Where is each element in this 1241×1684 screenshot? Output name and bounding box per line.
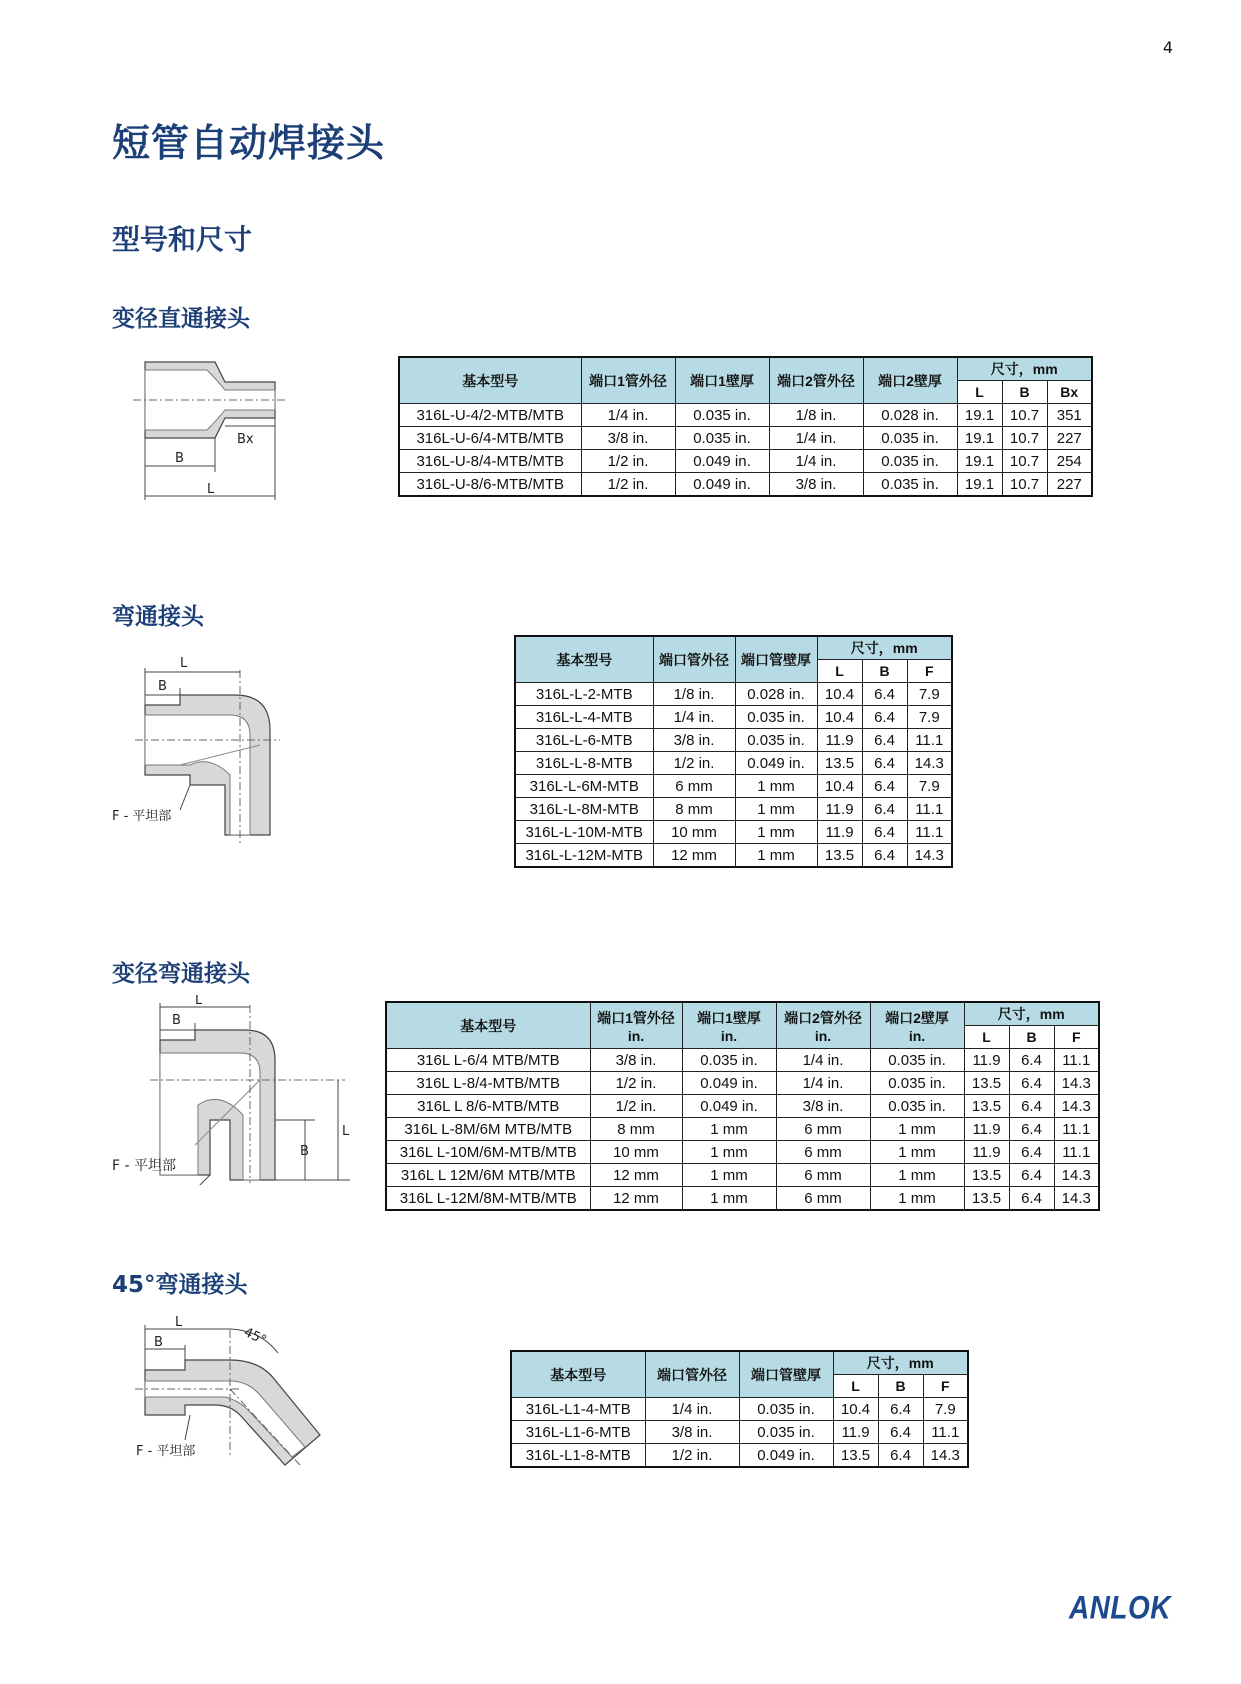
table-cell: 3/8 in. bbox=[590, 1049, 682, 1072]
table-cell: 11.9 bbox=[964, 1049, 1009, 1072]
table-cell: 12 mm bbox=[653, 844, 735, 868]
table-cell: 8 mm bbox=[590, 1118, 682, 1141]
table-cell: 316L L-6/4 MTB/MTB bbox=[386, 1049, 590, 1072]
table-cell: 19.1 bbox=[957, 404, 1002, 427]
table-cell: 19.1 bbox=[957, 473, 1002, 497]
header-port2-od: 端口2管外径 in. bbox=[776, 1002, 870, 1049]
table-cell: 316L-U-8/6-MTB/MTB bbox=[399, 473, 581, 497]
table-cell: 10.7 bbox=[1002, 404, 1047, 427]
diagram-label-l: L bbox=[175, 1315, 183, 1330]
header-dim-l: L bbox=[817, 660, 862, 683]
table-row bbox=[515, 775, 952, 798]
table-cell: 11.1 bbox=[907, 821, 952, 844]
brand-logo: ANLOK bbox=[1068, 1589, 1171, 1626]
header-port2-wall: 端口2壁厚 in. bbox=[870, 1002, 964, 1049]
table-cell: 11.1 bbox=[1054, 1118, 1099, 1141]
table-cell: 0.028 in. bbox=[735, 683, 817, 706]
table-cell: 10.4 bbox=[833, 1398, 878, 1421]
table-cell: 6.4 bbox=[862, 729, 907, 752]
table-cell: 6.4 bbox=[862, 775, 907, 798]
table-cell: 6 mm bbox=[776, 1187, 870, 1211]
table-row bbox=[511, 1421, 968, 1444]
table-cell: 6 mm bbox=[776, 1118, 870, 1141]
table-cell: 0.035 in. bbox=[863, 473, 957, 497]
table-cell: 10.7 bbox=[1002, 450, 1047, 473]
header-dim-l: L bbox=[957, 381, 1002, 404]
table-cell: 11.9 bbox=[833, 1421, 878, 1444]
table-cell: 1 mm bbox=[682, 1187, 776, 1211]
table-cell: 11.1 bbox=[907, 798, 952, 821]
table-cell: 1/2 in. bbox=[590, 1072, 682, 1095]
table-cell: 1/4 in. bbox=[776, 1049, 870, 1072]
page-number: 4 bbox=[1162, 38, 1173, 57]
table-cell: 316L-L-12M-MTB bbox=[515, 844, 653, 868]
table-row bbox=[515, 821, 952, 844]
table-cell: 1 mm bbox=[682, 1164, 776, 1187]
table-cell: 6.4 bbox=[1009, 1118, 1054, 1141]
header-dim-f: F bbox=[907, 660, 952, 683]
table-cell: 13.5 bbox=[964, 1187, 1009, 1211]
table-cell: 0.035 in. bbox=[735, 729, 817, 752]
table-cell: 10.4 bbox=[817, 683, 862, 706]
table-cell: 1/4 in. bbox=[645, 1398, 739, 1421]
header-port-od: 端口管外径 bbox=[653, 636, 735, 683]
table-row bbox=[515, 729, 952, 752]
table-cell: 11.1 bbox=[923, 1421, 968, 1444]
table-cell: 0.049 in. bbox=[739, 1444, 833, 1468]
table-cell: 14.3 bbox=[923, 1444, 968, 1468]
table-cell: 10.4 bbox=[817, 775, 862, 798]
table-cell: 1/2 in. bbox=[581, 473, 675, 497]
table-cell: 10.7 bbox=[1002, 473, 1047, 497]
table-cell: 6.4 bbox=[862, 752, 907, 775]
table-cell: 11.9 bbox=[964, 1118, 1009, 1141]
table-cell: 316L L-10M/6M-MTB/MTB bbox=[386, 1141, 590, 1164]
table-cell: 6.4 bbox=[1009, 1141, 1054, 1164]
table-row bbox=[386, 1164, 1099, 1187]
table-row bbox=[386, 1187, 1099, 1211]
header-port1-wall: 端口1壁厚 in. bbox=[682, 1002, 776, 1049]
header-port-od: 端口管外径 bbox=[645, 1351, 739, 1398]
table-cell: 14.3 bbox=[1054, 1187, 1099, 1211]
table-cell: 316L L-12M/8M-MTB/MTB bbox=[386, 1187, 590, 1211]
header-port1-od: 端口1管外径 in. bbox=[590, 1002, 682, 1049]
diagram-label-angle: 45° bbox=[241, 1325, 269, 1349]
table-cell: 14.3 bbox=[1054, 1095, 1099, 1118]
table-row bbox=[515, 752, 952, 775]
table-cell: 254 bbox=[1047, 450, 1092, 473]
diagram-label-l: L bbox=[180, 656, 188, 671]
table-cell: 11.9 bbox=[817, 729, 862, 752]
table-cell: 1/2 in. bbox=[645, 1444, 739, 1468]
diagram-label-b: B bbox=[158, 679, 167, 694]
table-cell: 316L-U-8/4-MTB/MTB bbox=[399, 450, 581, 473]
table-cell: 0.035 in. bbox=[739, 1421, 833, 1444]
header-model: 基本型号 bbox=[399, 357, 581, 404]
table-cell: 1/4 in. bbox=[776, 1072, 870, 1095]
table-cell: 3/8 in. bbox=[645, 1421, 739, 1444]
table-cell: 0.035 in. bbox=[863, 427, 957, 450]
table-cell: 6.4 bbox=[1009, 1049, 1054, 1072]
table-cell: 13.5 bbox=[833, 1444, 878, 1468]
table-cell: 0.035 in. bbox=[675, 427, 769, 450]
header-port2-od: 端口2管外径 bbox=[769, 357, 863, 404]
diagram-label-b: B bbox=[175, 451, 184, 466]
table-cell: 14.3 bbox=[1054, 1164, 1099, 1187]
table-cell: 1 mm bbox=[735, 821, 817, 844]
table-row bbox=[386, 1141, 1099, 1164]
header-dim-l: L bbox=[964, 1026, 1009, 1049]
diagram-label-l-vertical: L bbox=[342, 1124, 350, 1139]
table-cell: 6.4 bbox=[1009, 1095, 1054, 1118]
table-row bbox=[386, 1118, 1099, 1141]
diagram-label-b-vertical: B bbox=[300, 1144, 309, 1159]
page-title: 短管自动焊接头 bbox=[112, 121, 386, 165]
header-model: 基本型号 bbox=[515, 636, 653, 683]
table-cell: 1 mm bbox=[870, 1141, 964, 1164]
section-heading-45-elbow: 45°弯通接头 bbox=[112, 1272, 248, 1298]
table-row bbox=[511, 1398, 968, 1421]
table-cell: 6.4 bbox=[1009, 1187, 1054, 1211]
header-port-wall: 端口管壁厚 bbox=[735, 636, 817, 683]
table-cell: 316L-L-2-MTB bbox=[515, 683, 653, 706]
reducing-elbow-diagram bbox=[110, 995, 360, 1185]
table-cell: 6.4 bbox=[878, 1398, 923, 1421]
table-cell: 10.4 bbox=[817, 706, 862, 729]
table-cell: 19.1 bbox=[957, 450, 1002, 473]
diagram-label-b: B bbox=[172, 1013, 181, 1028]
table-cell: 11.1 bbox=[907, 729, 952, 752]
elbow-45-diagram bbox=[130, 1315, 330, 1490]
table-cell: 1/8 in. bbox=[769, 404, 863, 427]
table-cell: 14.3 bbox=[1054, 1072, 1099, 1095]
table-cell: 7.9 bbox=[907, 683, 952, 706]
table-cell: 0.049 in. bbox=[735, 752, 817, 775]
table-cell: 316L-L-4-MTB bbox=[515, 706, 653, 729]
table-cell: 14.3 bbox=[907, 752, 952, 775]
table-cell: 316L-L1-8-MTB bbox=[511, 1444, 645, 1468]
table-cell: 0.049 in. bbox=[682, 1072, 776, 1095]
table-cell: 0.035 in. bbox=[870, 1049, 964, 1072]
table-cell: 6.4 bbox=[862, 683, 907, 706]
table-cell: 1/2 in. bbox=[590, 1095, 682, 1118]
table-cell: 6.4 bbox=[878, 1421, 923, 1444]
table-cell: 13.5 bbox=[817, 752, 862, 775]
table-cell: 11.1 bbox=[1054, 1049, 1099, 1072]
table-cell: 13.5 bbox=[817, 844, 862, 868]
table-cell: 11.1 bbox=[1054, 1141, 1099, 1164]
table-cell: 11.9 bbox=[817, 798, 862, 821]
table-cell: 6 mm bbox=[776, 1141, 870, 1164]
header-dim-f: F bbox=[923, 1375, 968, 1398]
table-cell: 3/8 in. bbox=[653, 729, 735, 752]
header-port1-wall: 端口1壁厚 bbox=[675, 357, 769, 404]
table-cell: 0.035 in. bbox=[682, 1049, 776, 1072]
table-row bbox=[399, 427, 1092, 450]
table-cell: 0.035 in. bbox=[739, 1398, 833, 1421]
table-cell: 12 mm bbox=[590, 1187, 682, 1211]
section-subtitle: 型号和尺寸 bbox=[112, 223, 253, 256]
table-cell: 6.4 bbox=[862, 706, 907, 729]
table-cell: 7.9 bbox=[907, 775, 952, 798]
table-cell: 6.4 bbox=[1009, 1164, 1054, 1187]
table-cell: 1/8 in. bbox=[653, 683, 735, 706]
diagram-label-f: F - 平坦部 bbox=[136, 1444, 196, 1459]
table-cell: 1/2 in. bbox=[653, 752, 735, 775]
table-cell: 0.049 in. bbox=[682, 1095, 776, 1118]
table-cell: 316L-L1-4-MTB bbox=[511, 1398, 645, 1421]
table-cell: 3/8 in. bbox=[769, 473, 863, 497]
table-cell: 1 mm bbox=[682, 1118, 776, 1141]
diagram-label-l: L bbox=[195, 995, 203, 1008]
table-cell: 227 bbox=[1047, 473, 1092, 497]
table-cell: 13.5 bbox=[964, 1072, 1009, 1095]
table-cell: 7.9 bbox=[923, 1398, 968, 1421]
table-cell: 0.028 in. bbox=[863, 404, 957, 427]
diagram-label-bx: Bx bbox=[237, 432, 254, 447]
header-dim-b: B bbox=[1009, 1026, 1054, 1049]
table-row bbox=[386, 1072, 1099, 1095]
section-heading-elbow: 弯通接头 bbox=[112, 604, 204, 630]
table-cell: 316L-U-6/4-MTB/MTB bbox=[399, 427, 581, 450]
table-cell: 0.035 in. bbox=[870, 1072, 964, 1095]
table-cell: 3/8 in. bbox=[776, 1095, 870, 1118]
table-cell: 8 mm bbox=[653, 798, 735, 821]
diagram-label-b: B bbox=[154, 1335, 163, 1350]
table-cell: 0.035 in. bbox=[870, 1095, 964, 1118]
elbow-diagram bbox=[110, 650, 290, 850]
table-cell: 11.9 bbox=[817, 821, 862, 844]
table-cell: 316L-U-4/2-MTB/MTB bbox=[399, 404, 581, 427]
table-cell: 13.5 bbox=[964, 1164, 1009, 1187]
table-cell: 7.9 bbox=[907, 706, 952, 729]
table-row bbox=[399, 404, 1092, 427]
table-cell: 351 bbox=[1047, 404, 1092, 427]
table-row bbox=[515, 844, 952, 868]
reducing-union-diagram bbox=[125, 350, 295, 510]
table-cell: 6.4 bbox=[862, 798, 907, 821]
table-row bbox=[515, 706, 952, 729]
table-cell: 1 mm bbox=[870, 1187, 964, 1211]
table-row bbox=[399, 473, 1092, 497]
header-dim-l: L bbox=[833, 1375, 878, 1398]
table-cell: 6.4 bbox=[862, 844, 907, 868]
table-cell: 316L-L-10M-MTB bbox=[515, 821, 653, 844]
header-dim-b: B bbox=[1002, 381, 1047, 404]
table-cell: 1/4 in. bbox=[769, 450, 863, 473]
table-cell: 316L L 8/6-MTB/MTB bbox=[386, 1095, 590, 1118]
table-cell: 0.035 in. bbox=[675, 404, 769, 427]
table-cell: 316L L-8/4-MTB/MTB bbox=[386, 1072, 590, 1095]
table-cell: 11.9 bbox=[964, 1141, 1009, 1164]
diagram-label-l: L bbox=[207, 482, 215, 497]
diagram-label-f: F - 平坦部 bbox=[112, 809, 172, 824]
table-row bbox=[515, 798, 952, 821]
table-cell: 10 mm bbox=[590, 1141, 682, 1164]
elbow-45-table bbox=[510, 1350, 969, 1468]
table-cell: 1/4 in. bbox=[581, 404, 675, 427]
table-cell: 1 mm bbox=[870, 1164, 964, 1187]
table-cell: 316L-L-6M-MTB bbox=[515, 775, 653, 798]
header-port2-wall: 端口2壁厚 bbox=[863, 357, 957, 404]
table-cell: 316L-L-8-MTB bbox=[515, 752, 653, 775]
table-cell: 316L-L-8M-MTB bbox=[515, 798, 653, 821]
table-cell: 1 mm bbox=[735, 775, 817, 798]
table-row bbox=[386, 1049, 1099, 1072]
table-cell: 0.035 in. bbox=[735, 706, 817, 729]
table-cell: 316L L 12M/6M MTB/MTB bbox=[386, 1164, 590, 1187]
table-cell: 6.4 bbox=[862, 821, 907, 844]
table-cell: 6 mm bbox=[653, 775, 735, 798]
table-cell: 0.035 in. bbox=[863, 450, 957, 473]
table-cell: 14.3 bbox=[907, 844, 952, 868]
table-row bbox=[511, 1444, 968, 1468]
table-row bbox=[399, 450, 1092, 473]
table-row bbox=[386, 1095, 1099, 1118]
table-cell: 316L-L-6-MTB bbox=[515, 729, 653, 752]
table-cell: 13.5 bbox=[964, 1095, 1009, 1118]
table-cell: 10.7 bbox=[1002, 427, 1047, 450]
table-cell: 1 mm bbox=[682, 1141, 776, 1164]
header-dim-b: B bbox=[862, 660, 907, 683]
header-dim-bx: Bx bbox=[1047, 381, 1092, 404]
elbow-table bbox=[514, 635, 953, 868]
reducing-elbow-table bbox=[385, 1001, 1100, 1211]
table-cell: 3/8 in. bbox=[581, 427, 675, 450]
table-cell: 0.049 in. bbox=[675, 473, 769, 497]
table-cell: 1/4 in. bbox=[653, 706, 735, 729]
table-cell: 1 mm bbox=[735, 798, 817, 821]
table-cell: 227 bbox=[1047, 427, 1092, 450]
section-heading-reducing-elbow: 变径弯通接头 bbox=[112, 961, 250, 987]
reducing-union-table bbox=[398, 356, 1093, 497]
table-cell: 10 mm bbox=[653, 821, 735, 844]
table-cell: 316L L-8M/6M MTB/MTB bbox=[386, 1118, 590, 1141]
table-cell: 316L-L1-6-MTB bbox=[511, 1421, 645, 1444]
header-dimensions: 尺寸，mm bbox=[817, 636, 952, 660]
header-model: 基本型号 bbox=[386, 1002, 590, 1049]
section-heading-reducing-union: 变径直通接头 bbox=[112, 306, 250, 332]
table-cell: 1/4 in. bbox=[769, 427, 863, 450]
header-model: 基本型号 bbox=[511, 1351, 645, 1398]
diagram-label-f: F - 平坦部 bbox=[112, 1158, 177, 1174]
table-cell: 19.1 bbox=[957, 427, 1002, 450]
header-port-wall: 端口管壁厚 bbox=[739, 1351, 833, 1398]
header-port1-od: 端口1管外径 bbox=[581, 357, 675, 404]
table-cell: 1/2 in. bbox=[581, 450, 675, 473]
header-dimensions: 尺寸，mm bbox=[833, 1351, 968, 1375]
header-dimensions: 尺寸，mm bbox=[964, 1002, 1099, 1026]
table-cell: 6 mm bbox=[776, 1164, 870, 1187]
table-cell: 1 mm bbox=[735, 844, 817, 868]
table-cell: 1 mm bbox=[870, 1118, 964, 1141]
header-dimensions: 尺寸，mm bbox=[957, 357, 1092, 381]
table-cell: 6.4 bbox=[1009, 1072, 1054, 1095]
table-cell: 0.049 in. bbox=[675, 450, 769, 473]
table-cell: 6.4 bbox=[878, 1444, 923, 1468]
table-row bbox=[515, 683, 952, 706]
header-dim-b: B bbox=[878, 1375, 923, 1398]
table-cell: 12 mm bbox=[590, 1164, 682, 1187]
header-dim-f: F bbox=[1054, 1026, 1099, 1049]
